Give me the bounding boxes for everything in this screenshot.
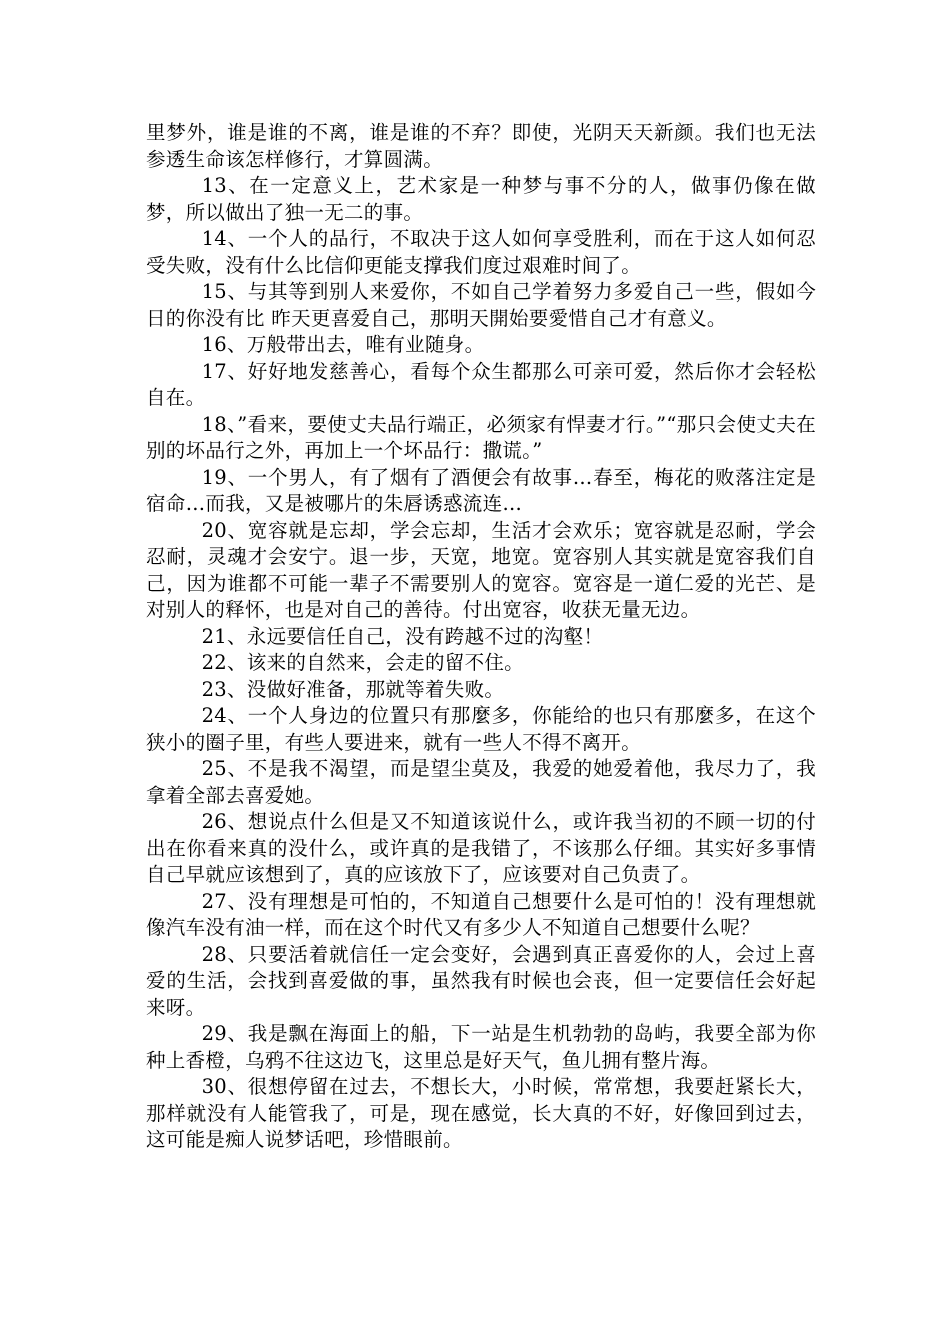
- quote-paragraph: 25、不是我不渴望，而是望尘莫及，我爱的她爱着他，我尽力了，我拿着全部去喜爱她。: [146, 757, 816, 807]
- quote-paragraph: 21、永远要信任自己，没有跨越不过的沟壑！: [201, 624, 604, 648]
- quote-paragraph: 19、一个男人，有了烟有了酒便会有故事…春至，梅花的败落注定是宿命…而我，又是被哪片的朱唇诱惑流连…: [146, 465, 816, 515]
- quote-paragraph: 22、该来的自然来，会走的留不住。: [201, 651, 524, 674]
- quote-paragraph: 17、好好地发慈善心，看每个众生都那么可亲可爱，然后你才会轻松自在。: [146, 359, 816, 409]
- quote-paragraph: 26、想说点什么但是又不知道该说什么，或许我当初的不顾一切的付出在你看来真的没什么，或许真的是我错了，不该那么仔细。其实好多事情自己早就应该想到了，真的应该放下了，应该要对自己负责了。: [146, 810, 816, 886]
- quote-paragraph: 18、”看来，要使丈夫品行端正，必须家有悍妻才行。”“那只会使丈夫在别的坏品行之外，再加上一个坏品行：撒谎。”: [146, 412, 816, 462]
- quote-paragraph: 28、只要活着就信任一定会变好，会遇到真正喜爱你的人，会过上喜爱的生活，会找到喜爱做的事，虽然我有时候也会丧，但一定要信任会好起来呀。: [146, 942, 816, 1019]
- paragraph-continuation: 里梦外，谁是谁的不离，谁是谁的不弃？即使，光阴天天新颜。我们也无法参透生命该怎样修行，才算圆满。: [146, 121, 816, 171]
- document-body: [146, 120, 816, 1154]
- quote-paragraph: 16、万般带出去，唯有业随身。: [201, 333, 485, 356]
- quote-paragraph: 14、一个人的品行，不取决于这人如何享受胜利，而在于这人如何忍受失败，没有什么比信仰更能支撑我们度过艰难时间了。: [146, 227, 816, 277]
- quote-paragraph: 30、很想停留在过去，不想长大，小时候，常常想，我要赶紧长大，那样就没有人能管我了，可是，现在感觉，长大真的不好，好像回到过去，这可能是痴人说梦话吧，珍惜眼前。: [146, 1075, 816, 1151]
- quote-paragraph: 27、没有理想是可怕的，不知道自己想要什么是可怕的！没有理想就像汽车没有油一样，而在这个时代又有多少人不知道自己想要什么呢？: [146, 889, 816, 939]
- quote-paragraph: 24、一个人身边的位置只有那麼多，你能给的也只有那麼多，在这个狭小的圈子里，有些人要进来，就有一些人不得不离开。: [146, 704, 816, 754]
- quote-paragraph: 13、在一定意义上，艺术家是一种梦与事不分的人，做事仍像在做梦，所以做出了独一无二的事。: [146, 174, 816, 224]
- quote-paragraph: 15、与其等到别人来爱你，不如自己学着努力多爱自己一些，假如今日的你没有比 昨天更喜爱自己，那明天開始要愛惜自己才有意义。: [146, 280, 816, 330]
- quote-paragraph: 23、没做好准备，那就等着失败。: [201, 677, 505, 701]
- quote-paragraph: 29、我是飘在海面上的船，下一站是生机勃勃的岛屿，我要全部为你种上香橙，乌鸦不往这边飞，这里总是好天气，鱼儿拥有整片海。: [146, 1022, 816, 1072]
- quote-paragraph: 20、宽容就是忘却，学会忘却，生活才会欢乐；宽容就是忍耐，学会忍耐，灵魂才会安宁。退一步，天宽，地宽。宽容别人其实就是宽容我们自己，因为谁都不可能一辈子不需要别人的宽容。宽容是一道仁爱的光芒、是对别人的释怀，也是对自己的善待。付出宽容，收获无量无边。: [146, 518, 816, 621]
